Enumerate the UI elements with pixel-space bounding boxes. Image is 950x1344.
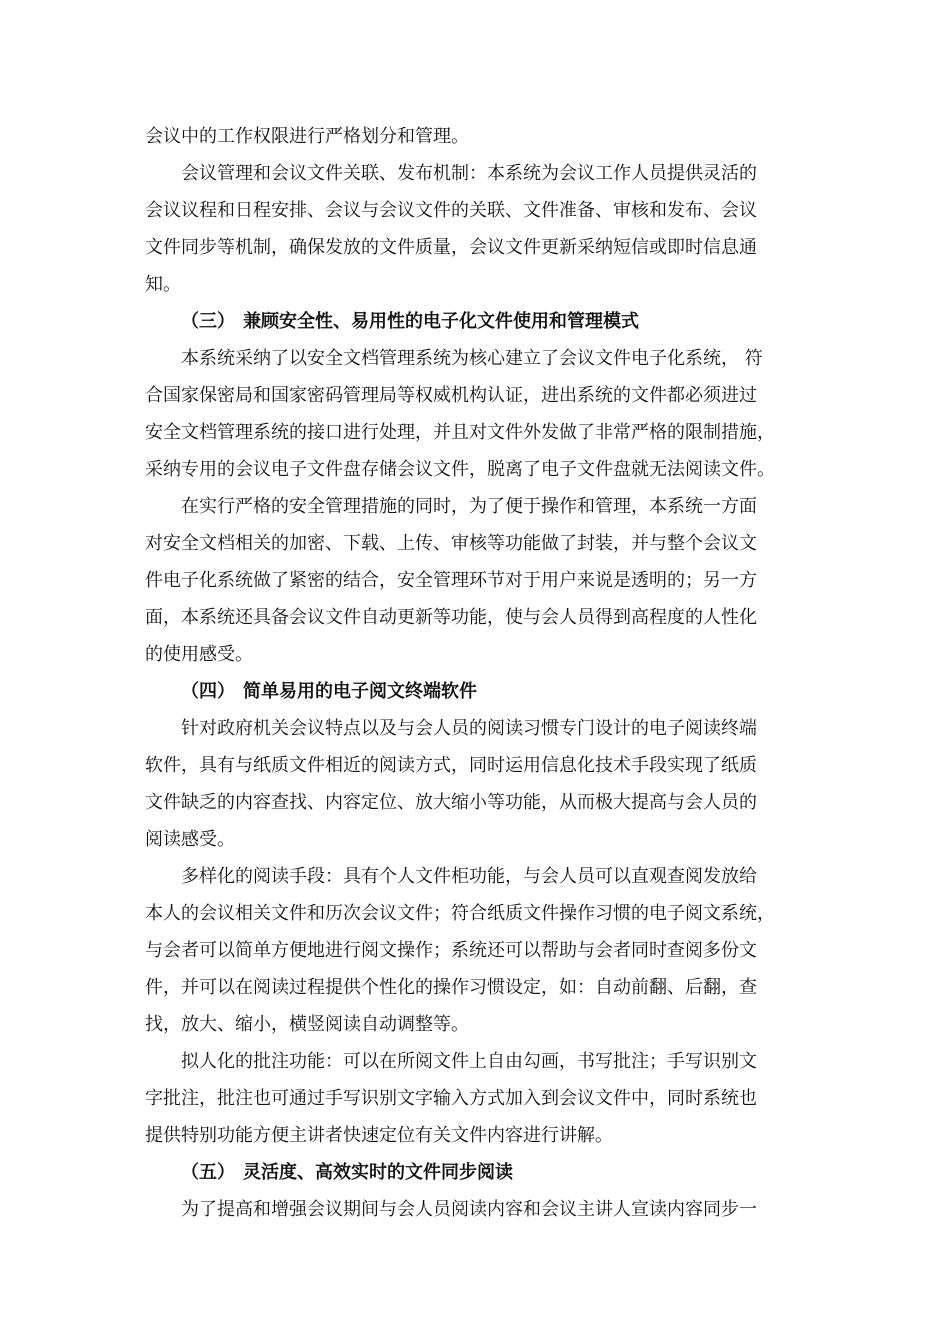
section-heading-3 (145, 303, 805, 340)
paragraph-line: 的使用感受。 (145, 644, 253, 665)
paragraph-line: 文件缺乏的内容查找、内容定位、放大缩小等功能，从而极大提高与会人员的 (145, 792, 757, 813)
paragraph-line: 采纳专用的会议电子文件盘存储会议文件，脱离了电子文件盘就无法阅读文件。 (145, 459, 775, 480)
paragraph-line: 提供特别功能方便主讲者快速定位有关文件内容进行讲解。 (145, 1125, 613, 1146)
paragraph-line: 知。 (145, 274, 181, 295)
paragraph-line: 会议中的工作权限进行严格划分和管理。 (145, 126, 469, 147)
paragraph-line: 面，本系统还具备会议文件自动更新等功能，使与会人员得到高程度的人性化 (145, 607, 757, 628)
paragraph-line: 针对政府机关会议特点以及与会人员的阅读习惯专门设计的电子阅读终端 (181, 718, 757, 739)
paragraph-8 (145, 1191, 805, 1228)
paragraph-5 (145, 710, 805, 858)
paragraph-4 (145, 488, 805, 673)
paragraph-line: 找，放大、缩小，横竖阅读自动调整等。 (145, 1014, 469, 1035)
section-number: （三） (181, 311, 235, 332)
paragraph-line: 件电子化系统做了紧密的结合，安全管理环节对于用户来说是透明的；另一方 (145, 570, 757, 591)
paragraph-line: 软件，具有与纸质文件相近的阅读方式，同时运用信息化技术手段实现了纸质 (145, 755, 757, 776)
document-body (145, 118, 805, 1228)
paragraph-line: 多样化的阅读手段：具有个人文件柜功能，与会人员可以直观查阅发放给 (181, 866, 757, 887)
paragraph-line: 字批注，批注也可通过手写识别文字输入方式加入到会议文件中，同时系统也 (145, 1088, 757, 1109)
paragraph-line: 本人的会议相关文件和历次会议文件；符合纸质文件操作习惯的电子阅文系统， (145, 903, 775, 924)
paragraph-6 (145, 858, 805, 1043)
paragraph-3 (145, 340, 805, 488)
paragraph-line: 合国家保密局和国家密码管理局等权威机构认证，进出系统的文件都必须进过 (145, 385, 757, 406)
section-title: 灵活度、高效实时的文件同步阅读 (243, 1162, 513, 1183)
paragraph-line: 安全文档管理系统的接口进行处理，并且对文件外发做了非常严格的限制措施， (145, 422, 775, 443)
paragraph-line: 阅读感受。 (145, 829, 235, 850)
paragraph-line: 为了提高和增强会议期间与会人员阅读内容和会议主讲人宣读内容同步一 (181, 1199, 757, 1220)
paragraph-line: 在实行严格的安全管理措施的同时，为了便于操作和管理，本系统一方面 (181, 496, 757, 517)
paragraph-line: 文件同步等机制，确保发放的文件质量，会议文件更新采纳短信或即时信息通 (145, 237, 757, 258)
paragraph-1 (145, 118, 805, 155)
paragraph-line: 会议议程和日程安排、会议与会议文件的关联、文件准备、审核和发布、会议 (145, 200, 757, 221)
paragraph-line: 对安全文档相关的加密、下载、上传、审核等功能做了封装，并与整个会议文 (145, 533, 757, 554)
paragraph-7 (145, 1043, 805, 1154)
paragraph-line: 与会者可以简单方便地进行阅文操作；系统还可以帮助与会者同时查阅多份文 (145, 940, 757, 961)
section-number: （五） (181, 1162, 235, 1183)
section-heading-4 (145, 673, 805, 710)
section-title: 兼顾安全性、易用性的电子化文件使用和管理模式 (243, 311, 639, 332)
paragraph-line: 拟人化的批注功能：可以在所阅文件上自由勾画，书写批注；手写识别文 (181, 1051, 757, 1072)
section-title: 简单易用的电子阅文终端软件 (243, 681, 477, 702)
paragraph-line: 本系统采纳了以安全文档管理系统为核心建立了会议文件电子化系统， 符 (181, 348, 763, 369)
paragraph-line: 件，并可以在阅读过程提供个性化的操作习惯设定，如：自动前翻、后翻，查 (145, 977, 757, 998)
section-heading-5 (145, 1154, 805, 1191)
section-number: （四） (181, 681, 235, 702)
paragraph-2 (145, 155, 805, 303)
paragraph-line: 会议管理和会议文件关联、发布机制：本系统为会议工作人员提供灵活的 (181, 163, 757, 184)
